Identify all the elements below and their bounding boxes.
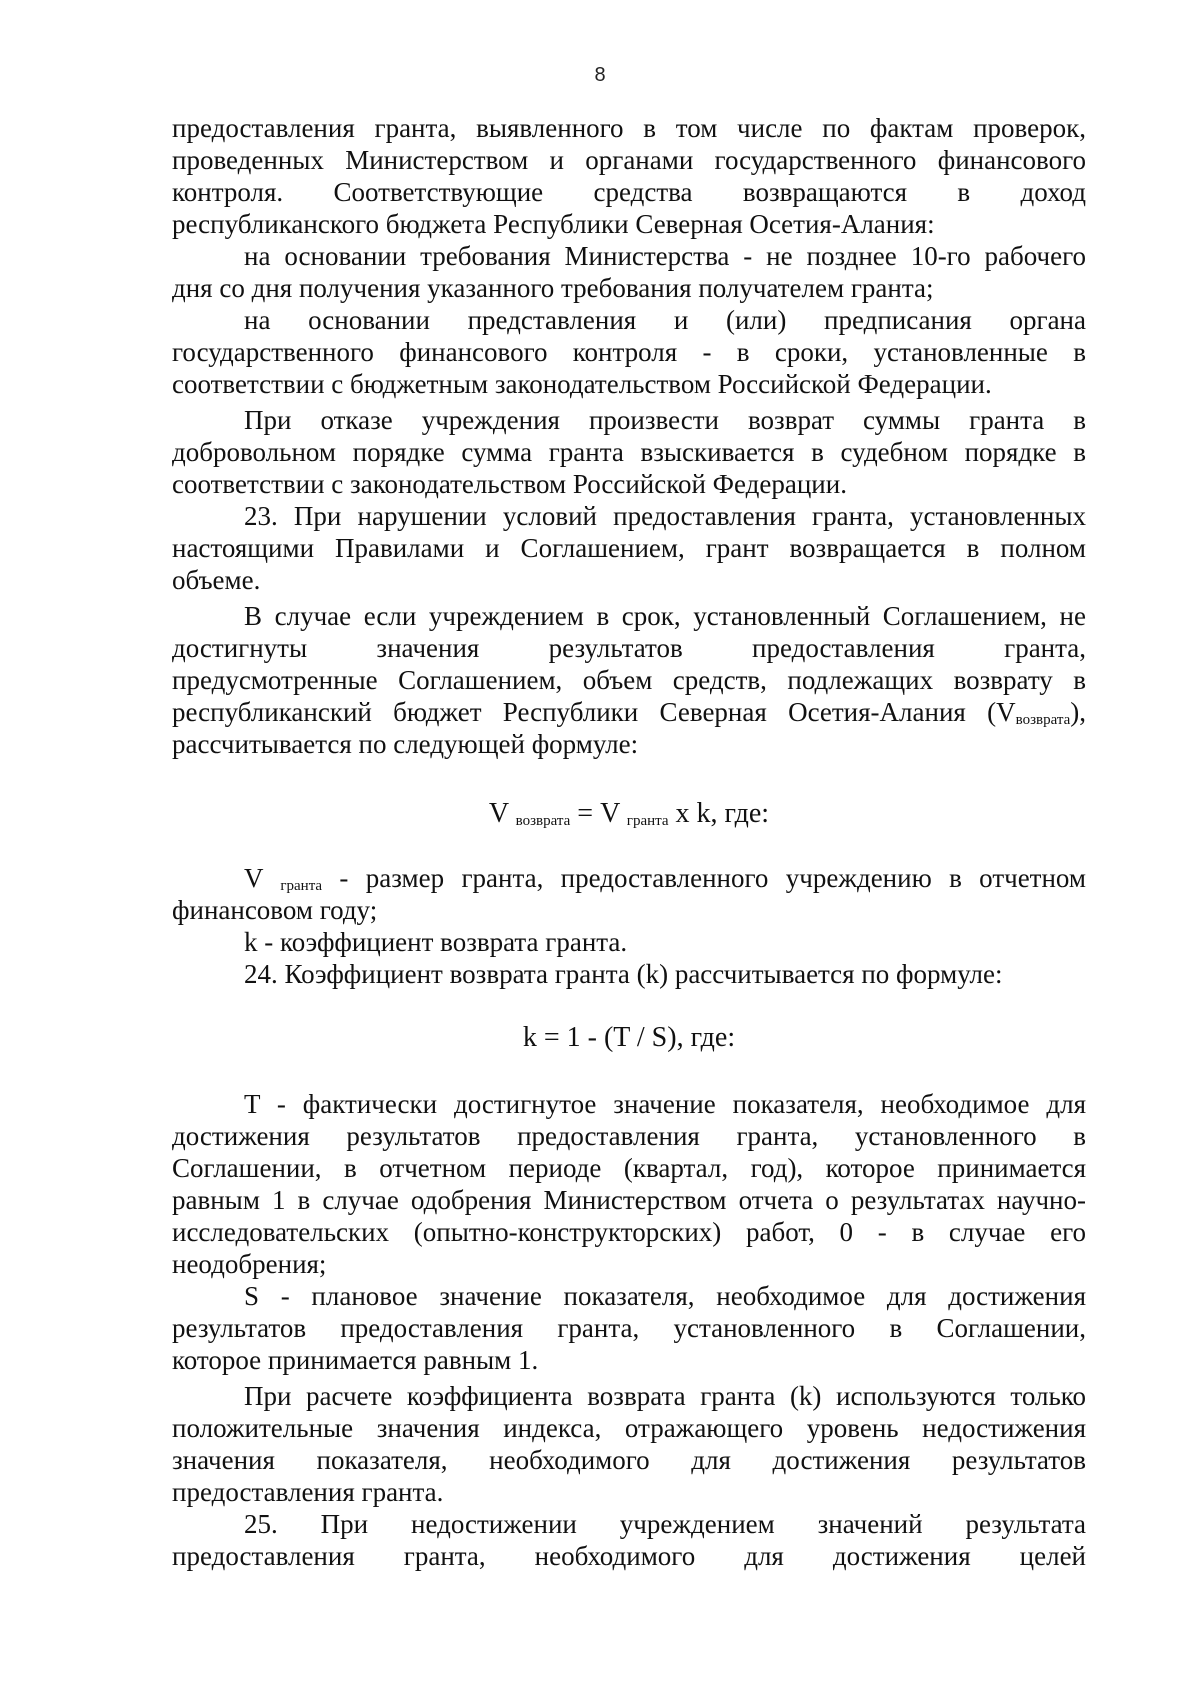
paragraph-6-line <box>172 696 1086 728</box>
paragraph-3-line: соответствии с бюджетным законодательством Российской Федерации. <box>172 369 992 399</box>
paragraph-6-line: В случае если учреждением в срок, установленный Соглашением, не <box>244 601 1086 631</box>
paragraph-1-line: республиканского бюджета Республики Северная Осетия-Алания: <box>172 209 935 239</box>
paragraph-7-text: V <box>244 863 281 893</box>
formula-coefficient: k = 1 - (T / S), где: <box>522 1022 736 1053</box>
formula-text: x k, где: <box>668 798 770 829</box>
paragraph-10-line: T - фактически достигнутое значение показателя, необходимое для <box>244 1089 1086 1119</box>
paragraph-4-line: добровольном порядке сумма гранта взыскивается в судебном порядке в <box>172 437 1086 467</box>
paragraph-10-line: Соглашении, в отчетном периоде (квартал, год), которое принимается <box>172 1153 1086 1183</box>
paragraph-1-line: проведенных Министерством и органами государственного финансового <box>172 145 1086 175</box>
paragraph-9-line: 24. Коэффициент возврата гранта (k) рассчитывается по формуле: <box>244 959 1003 989</box>
paragraph-10-line: равным 1 в случае одобрения Министерством отчета о результатах научно- <box>172 1185 1086 1215</box>
paragraph-3-line: на основании представления и (или) предписания органа <box>244 305 1086 335</box>
paragraph-3-line: государственного финансового контроля - в сроки, установленные в <box>172 337 1086 367</box>
body-text <box>172 112 1086 1572</box>
paragraph-11-line: которое принимается равным 1. <box>172 1345 539 1375</box>
subscript: возврата <box>1015 712 1071 728</box>
paragraph-10-line: неодобрения; <box>172 1249 327 1279</box>
subscript: гранта <box>280 878 323 894</box>
paragraph-6-line: предусмотренные Соглашением, объем средств, подлежащих возврату в <box>172 665 1086 695</box>
paragraph-6-line: рассчитывается по следующей формуле: <box>172 729 639 759</box>
paragraph-7-line: финансовом году; <box>172 895 378 925</box>
paragraph-6-text: ), <box>1070 697 1086 727</box>
paragraph-11-line: S - плановое значение показателя, необходимое для достижения <box>244 1281 1086 1311</box>
paragraph-10-line: достижения результатов предоставления гранта, установленного в <box>172 1121 1086 1151</box>
subscript: гранта <box>626 813 669 829</box>
paragraph-4-line: соответствии с законодательством Российской Федерации. <box>172 469 847 499</box>
paragraph-6-text: республиканский бюджет Республики Северная Осетия-Алания (V <box>172 697 1016 727</box>
paragraph-11-line: результатов предоставления гранта, установленного в Соглашении, <box>172 1313 1086 1343</box>
paragraph-12-line: При расчете коэффициента возврата гранта (k) используются только <box>244 1381 1086 1411</box>
subscript: возврата <box>515 813 571 829</box>
paragraph-7-text: - размер гранта, предоставленного учреждению в отчетном <box>322 863 1087 893</box>
paragraph-12-line: значения показателя, необходимого для достижения результатов <box>172 1445 1086 1475</box>
paragraph-13-line: предоставления гранта, необходимого для достижения целей <box>172 1541 1086 1571</box>
paragraph-5-line: 23. При нарушении условий предоставления гранта, установленных <box>244 501 1086 531</box>
paragraph-10-line: исследовательских (опытно-конструкторских) работ, 0 - в случае его <box>172 1217 1086 1247</box>
paragraph-2-line: дня со дня получения указанного требования получателем гранта; <box>172 273 934 303</box>
paragraph-4-line: При отказе учреждения произвести возврат суммы гранта в <box>244 405 1086 435</box>
paragraph-12-line: положительные значения индекса, отражающего уровень недостижения <box>172 1413 1086 1443</box>
paragraph-2-line: на основании требования Министерства - не позднее 10-го рабочего <box>244 241 1086 271</box>
page-number: 8 <box>594 64 606 86</box>
paragraph-1-line: контроля. Соответствующие средства возвращаются в доход <box>172 177 1086 207</box>
paragraph-12-line: предоставления гранта. <box>172 1477 444 1507</box>
paragraph-8-line: k - коэффициент возврата гранта. <box>244 927 628 957</box>
paragraph-7-line <box>172 862 1086 894</box>
formula-text: = V <box>570 798 627 829</box>
formula-text: V <box>488 798 516 829</box>
paragraph-1-line: предоставления гранта, выявленного в том числе по фактам проверок, <box>172 113 1086 143</box>
paragraph-6-line: достигнуты значения результатов предоставления гранта, <box>172 633 1086 663</box>
paragraph-5-line: объеме. <box>172 565 261 595</box>
paragraph-5-line: настоящими Правилами и Соглашением, грант возвращается в полном <box>172 533 1086 563</box>
formula-return-volume <box>172 798 1086 832</box>
paragraph-13-line: 25. При недостижении учреждением значений результата <box>244 1509 1086 1539</box>
